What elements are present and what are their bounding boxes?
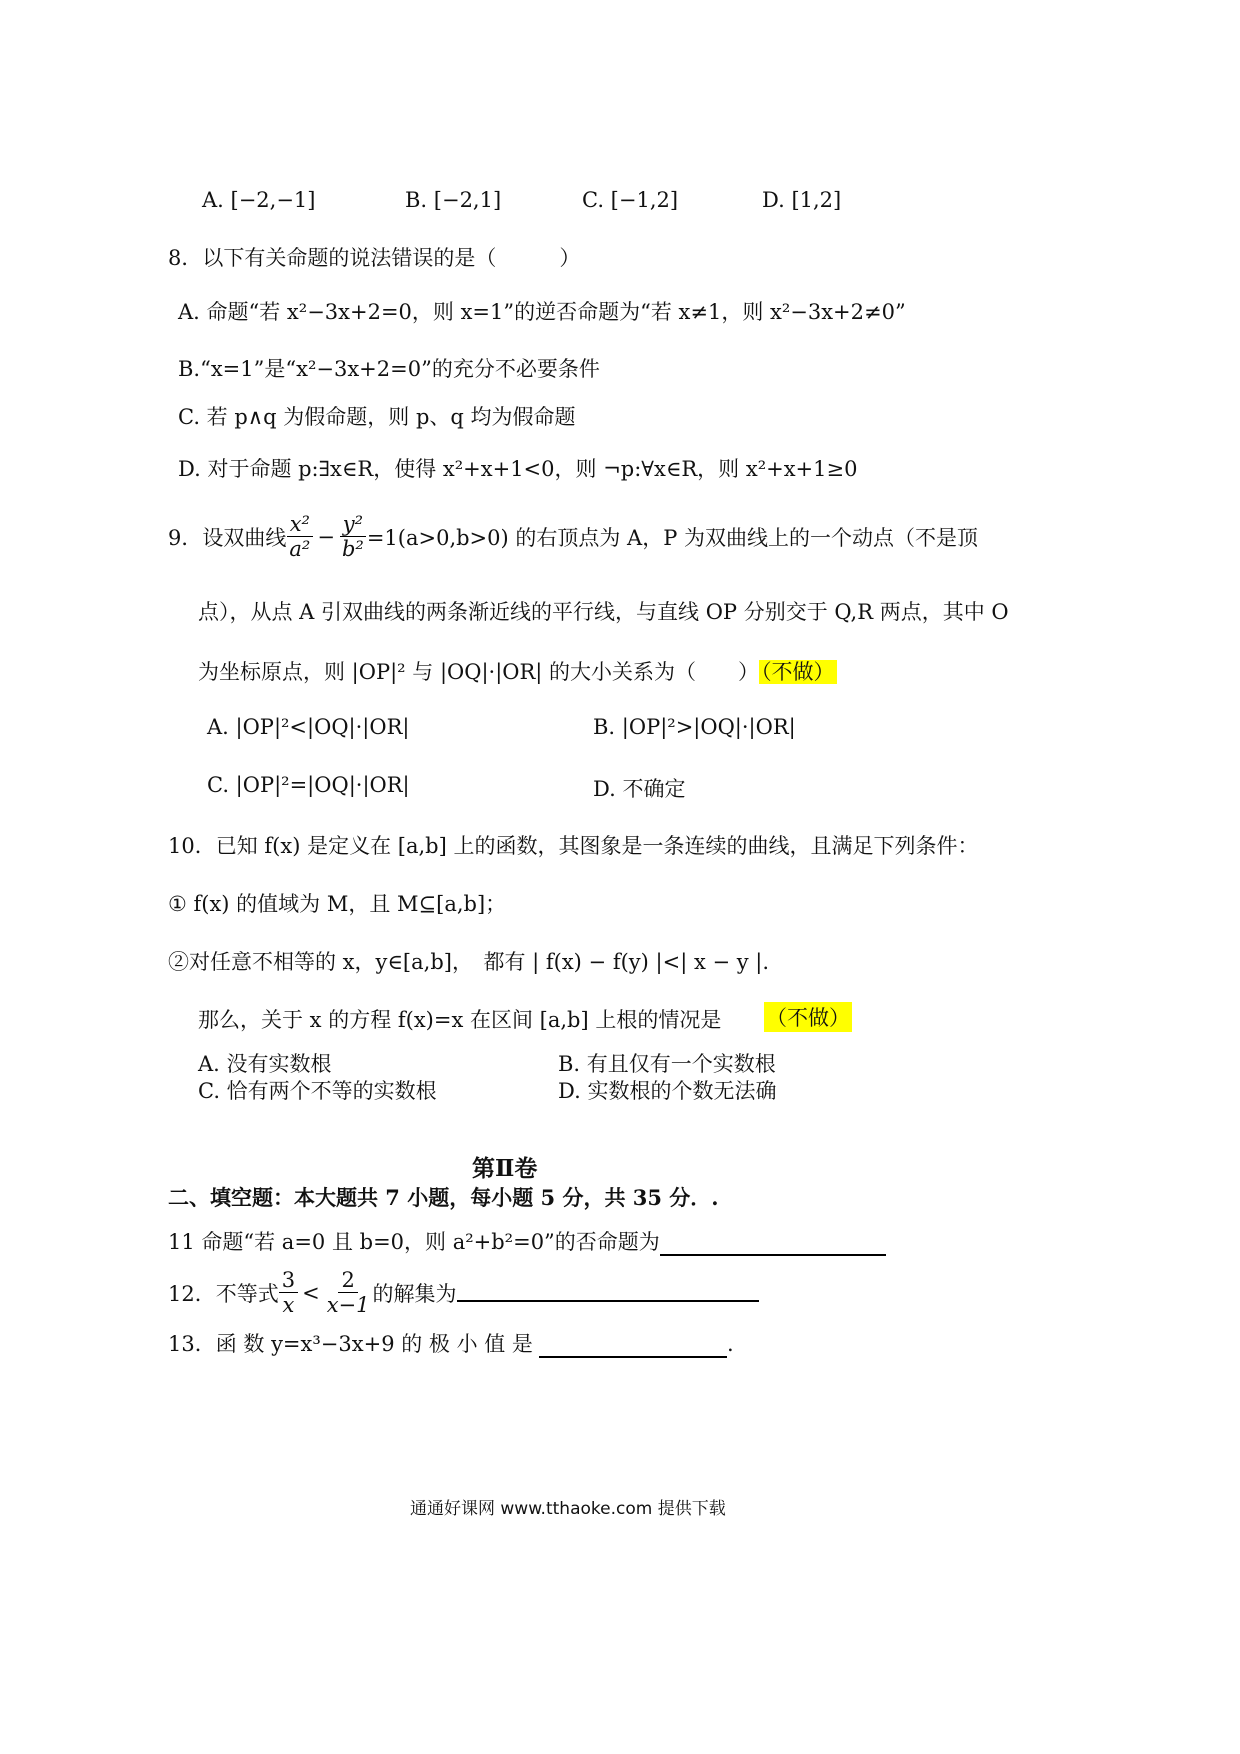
q9-line-3-text: 为坐标原点，则 |OP|² 与 |OQ|·|OR| 的大小关系为（ ） <box>198 660 760 684</box>
q12-fraction-left-denominator: x <box>282 1293 295 1318</box>
q8-option-c: C. 若 p∧q 为假命题，则 p、q 均为假命题 <box>178 405 576 429</box>
q10-condition-2: ②对任意不相等的 x，y∈[a,b]， 都有 | f(x) − f(y) |<| x − y |. <box>168 950 770 974</box>
q9-fraction-y-numerator: y² <box>340 512 366 537</box>
q9-skip-note: （不做） <box>761 660 835 684</box>
q11 <box>168 1226 886 1256</box>
q9-option-c: C. |OP|²=|OQ|·|OR| <box>207 773 410 797</box>
q12-answer-blank[interactable] <box>457 1274 759 1302</box>
q12-fraction-right <box>324 1268 373 1317</box>
q9-line-3 <box>198 656 837 686</box>
q9-stem-suffix: =1(a>0,b>0) 的右顶点为 A，P 为双曲线上的一个动点（不是顶 <box>366 525 979 550</box>
q10-question: 那么，关于 x 的方程 f(x)=x 在区间 [a,b] 上根的情况是 <box>198 1008 722 1032</box>
q10-option-d: D. 实数根的个数无法确 <box>558 1079 777 1103</box>
q10-option-b: B. 有且仅有一个实数根 <box>558 1052 776 1076</box>
q12-fraction-left <box>279 1268 298 1317</box>
q8-option-b: B.“x=1”是“x²−3x+2=0”的充分不必要条件 <box>178 357 600 381</box>
q8-option-a: A. 命题“若 x²−3x+2=0，则 x=1”的逆否命题为“若 x≠1，则 x²−3x+2≠0” <box>178 300 906 324</box>
footer-credit: 通通好课网 www.tthaoke.com 提供下载 <box>410 1499 726 1519</box>
q13-end: . <box>726 1332 734 1356</box>
q12-fraction-left-numerator: 3 <box>279 1268 298 1293</box>
q12-fraction-right-numerator: 2 <box>338 1268 357 1293</box>
q12-fraction-right-denominator: x−1 <box>326 1293 370 1318</box>
q12-prefix: 12．不等式 <box>168 1281 279 1306</box>
q8-option-d: D. 对于命题 p:∃x∈R，使得 x²+x+1<0，则 ¬p:∀x∈R，则 x²+x+1≥0 <box>178 457 858 481</box>
q9-option-d: D. 不确定 <box>593 777 686 801</box>
q9-fraction-x-denominator: a² <box>289 537 311 562</box>
q13 <box>168 1328 734 1358</box>
q12 <box>168 1268 759 1317</box>
q9-fraction-x <box>286 512 313 561</box>
q10-option-c: C. 恰有两个不等的实数根 <box>198 1079 437 1103</box>
q8-stem: 8．以下有关命题的说法错误的是（ ） <box>168 246 581 270</box>
q13-answer-blank[interactable] <box>539 1334 727 1358</box>
q10-skip-note: （不做） <box>764 1002 852 1032</box>
q13-text: 13．函 数 y=x³−3x+9 的 极 小 值 是 <box>168 1332 533 1356</box>
q9-option-a: A. |OP|²<|OQ|·|OR| <box>207 715 410 739</box>
part2-instruction: 二、填空题：本大题共 7 小题，每小题 5 分，共 35 分．. <box>168 1185 719 1210</box>
q9-fraction-y <box>339 512 367 561</box>
q9-stem-prefix: 9．设双曲线 <box>168 525 287 550</box>
q7-option-d: D. [1,2] <box>762 188 842 212</box>
q10-stem: 10．已知 f(x) 是定义在 [a,b] 上的函数，其图象是一条连续的曲线，且满足下列条件： <box>168 834 979 858</box>
part2-title: 第Ⅱ卷 <box>472 1155 538 1182</box>
q9-fraction-x-numerator: x² <box>287 512 313 537</box>
q10-option-a: A. 没有实数根 <box>198 1052 332 1076</box>
q12-less-than: < <box>302 1280 320 1305</box>
q7-option-a: A. [−2,−1] <box>202 188 316 212</box>
q9-minus: − <box>317 524 335 549</box>
q9-fraction-y-denominator: b² <box>341 537 364 562</box>
q7-option-b: B. [−2,1] <box>405 188 502 212</box>
q9-stem <box>168 512 978 561</box>
q11-answer-blank[interactable] <box>660 1232 886 1256</box>
q9-option-b: B. |OP|²>|OQ|·|OR| <box>593 715 796 739</box>
q10-condition-1: ① f(x) 的值域为 M，且 M⊆[a,b]； <box>168 892 507 916</box>
q9-line-2: 点），从点 A 引双曲线的两条渐近线的平行线，与直线 OP 分别交于 Q,R 两点，其中 O <box>198 600 1009 624</box>
q7-option-c: C. [−1,2] <box>582 188 679 212</box>
q11-text: 11 命题“若 a=0 且 b=0，则 a²+b²=0”的否命题为 <box>168 1230 660 1254</box>
q12-suffix: 的解集为 <box>372 1281 457 1306</box>
